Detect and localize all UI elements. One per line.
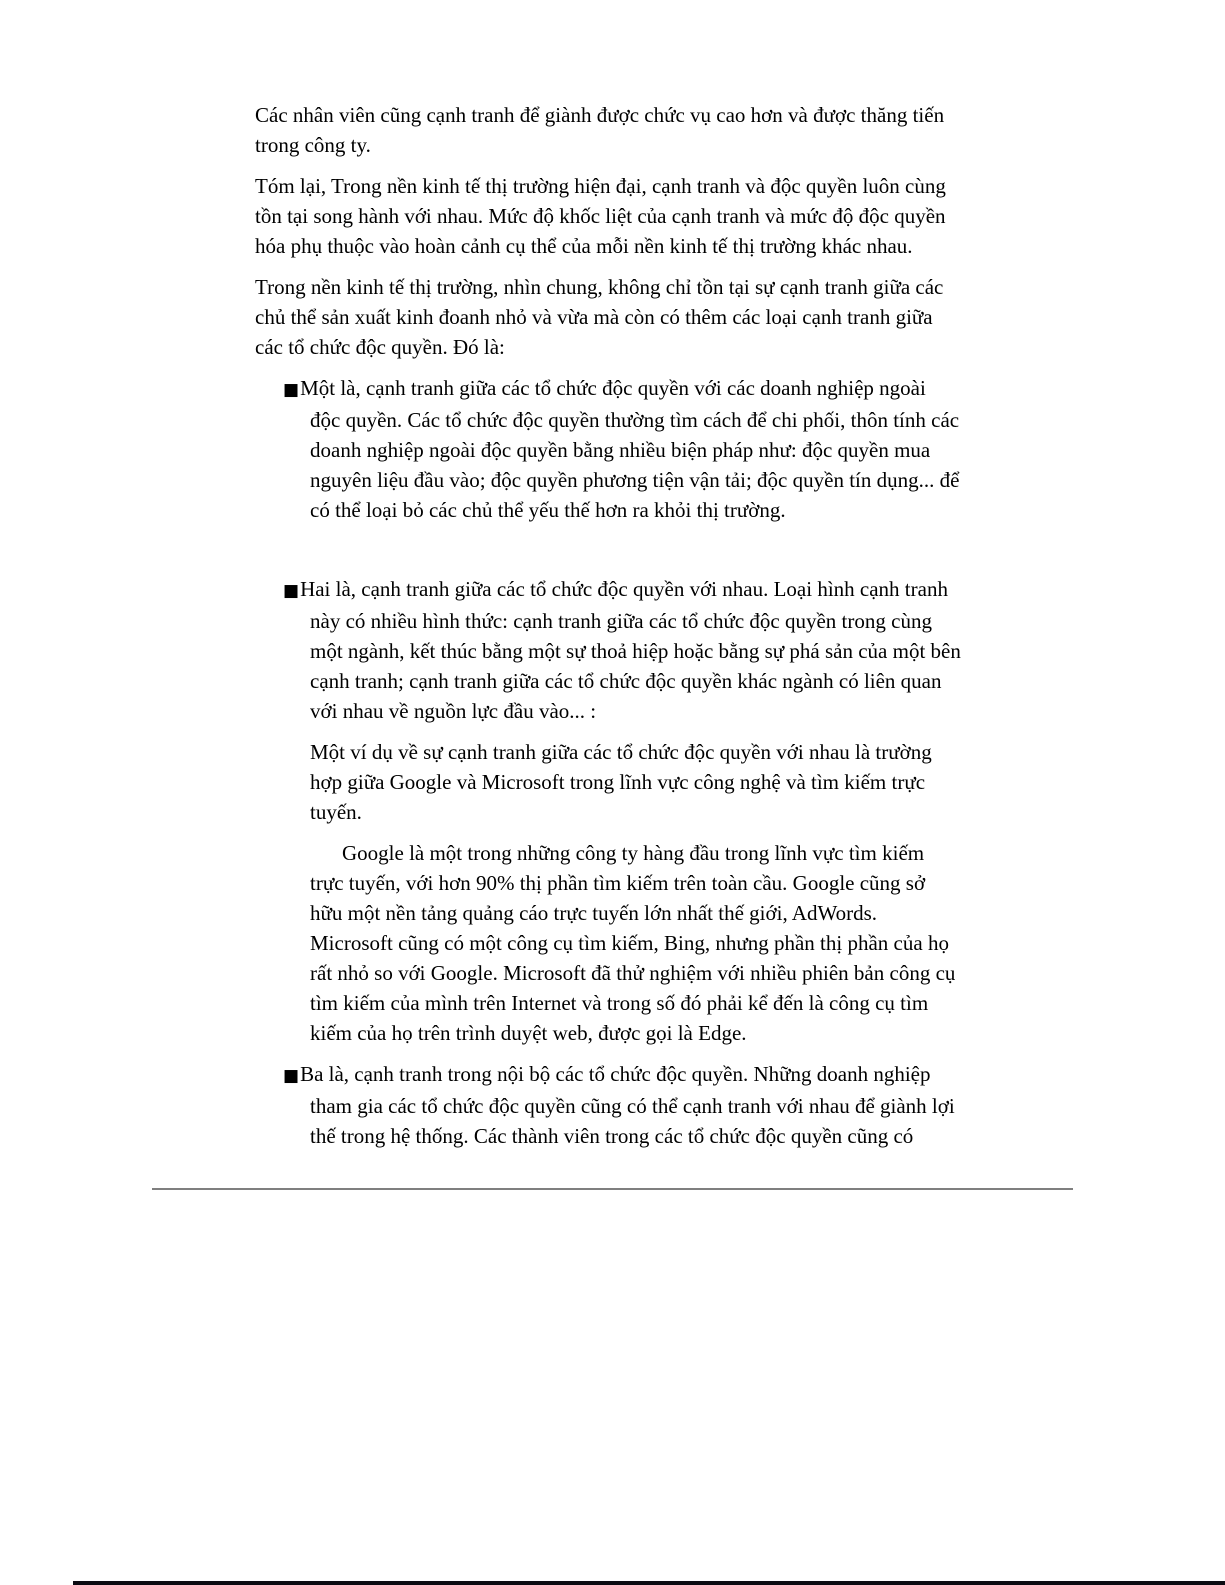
paragraph-example-google-microsoft: Một ví dụ về sự cạnh tranh giữa các tổ chức độc quyền với nhau là trường hợp giữa Google và Microsoft trong lĩnh vực công nghệ và tìm kiếm trực tuyến. [310,740,932,824]
bullet-square-icon: ■ [283,1066,301,1086]
paragraph-employees-compete: Các nhân viên cũng cạnh tranh để giành được chức vụ cao hơn và được thăng tiến trong công ty. [255,103,945,157]
bullet-item-ba-la [283,1059,961,1151]
bullet-item-text: Ba là, cạnh tranh trong nội bộ các tổ chức độc quyền. Những doanh nghiệp tham gia các tổ chức độc quyền cũng có thể cạnh tranh với nhau để giành lợi thế trong hệ thống. Các thành viên trong các tổ chức độc quyền cũng có [300,1062,955,1148]
bullet-square-icon: ■ [283,581,301,601]
bullet-item-mot-la [283,373,961,525]
bullet-item-text: Hai là, cạnh tranh giữa các tổ chức độc quyền với nhau. Loại hình cạnh tranh này có nhiều hình thức: cạnh tranh giữa các tổ chức độc quyền trong cùng một ngành, kết thúc bằng một sự thoả hiệp hoặc bằng sự phá sản của một bên cạnh tranh; cạnh tranh giữa các tổ chức độc quyền khác ngành có liên quan với nhau về nguồn lực đầu vào... : [300,577,961,723]
paragraph-market-economy-intro: Trong nền kinh tế thị trường, nhìn chung, không chỉ tồn tại sự cạnh tranh giữa các chủ thể sản xuất kinh đoanh nhỏ và vừa mà còn có thêm các loại cạnh tranh giữa các tổ chức độc quyền. Đó là: [255,275,944,359]
bullet-square-icon: ■ [283,380,301,400]
bullet-item-text: Một là, cạnh tranh giữa các tổ chức độc quyền với các doanh nghiệp ngoài độc quyền. Các tổ chức độc quyền thường tìm cách để chi phối, thôn tính các doanh nghiệp ngoài độc quyền bằng nhiều biện pháp như: độc quyền mua nguyên liệu đầu vào; độc quyền phương tiện vận tải; độc quyền tín dụng... để có thể loại bỏ các chủ thể yếu thế hơn ra khỏi thị trường. [300,376,960,522]
page-bottom-edge-bar [73,1581,1225,1585]
bullet-item-hai-la [283,574,961,726]
paragraph-summary: Tóm lại, Trong nền kinh tế thị trường hiện đại, cạnh tranh và độc quyền luôn cùng tồn tại song hành với nhau. Mức độ khốc liệt của cạnh tranh và mức độ độc quyền hóa phụ thuộc vào hoàn cảnh cụ thể của mỗi nền kinh tế thị trường khác nhau. [255,174,946,258]
document-body [255,100,961,1162]
footer-divider-line [152,1188,1073,1190]
paragraph-google-details: Google là một trong những công ty hàng đầu trong lĩnh vực tìm kiếm trực tuyến, với hơn 90% thị phần tìm kiếm trên toàn cầu. Google cũng sở hữu một nền tảng quảng cáo trực tuyến lớn nhất thế giới, AdWords. Microsoft cũng có một công cụ tìm kiếm, Bing, nhưng phần thị phần của họ rất nhỏ so với Google. Microsoft đã thử nghiệm với nhiều phiên bản công cụ tìm kiếm của mình trên Internet và trong số đó phải kể đến là công cụ tìm kiếm của họ trên trình duyệt web, được gọi là Edge. [310,841,956,1045]
